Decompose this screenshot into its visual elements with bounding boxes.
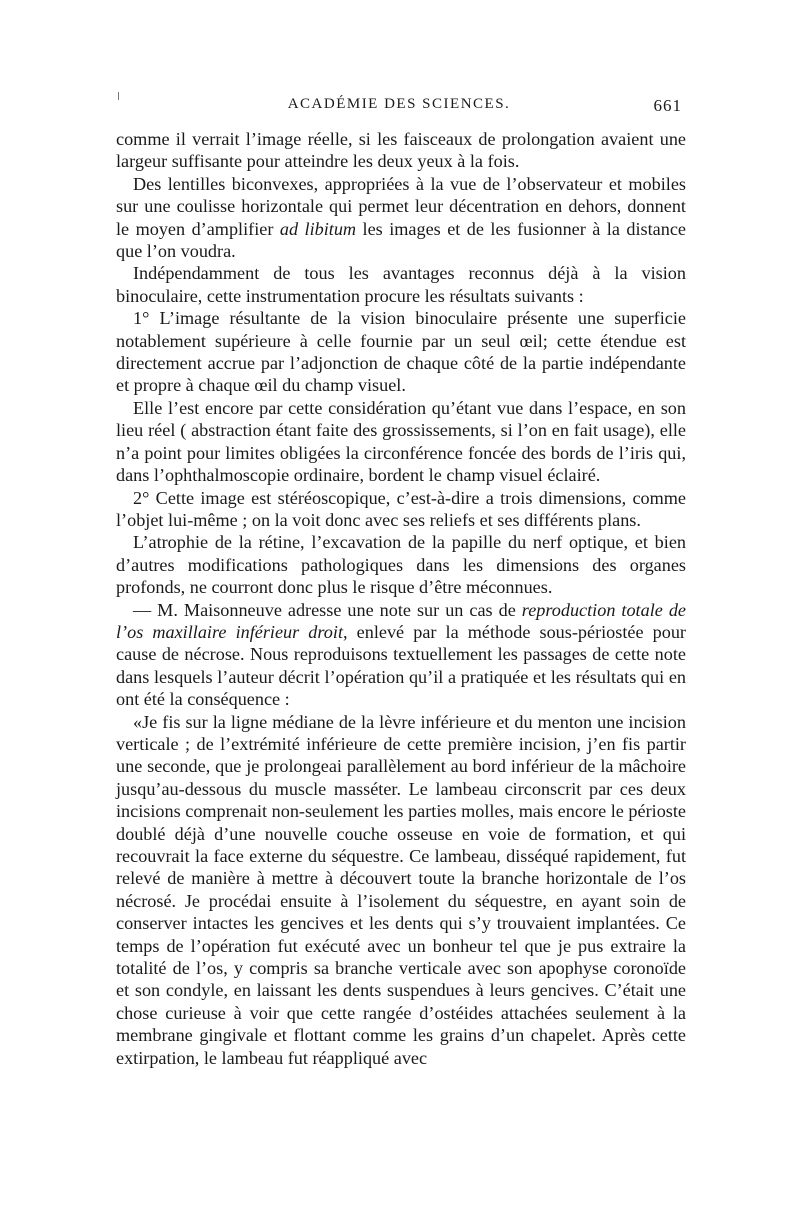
paragraph-6: 2° Cette image est stéréoscopique, c’est-à-dire a trois dimensions, comme l’objet lui-même ; on la voit donc avec ses reliefs et ses différents plans. [116, 487, 686, 530]
body-text [116, 128, 686, 1069]
paragraph-5: Elle l’est encore par cette considération qu’étant vue dans l’espace, en son lieu réel ( abstraction étant faite des grossissements, si l’on en fait usage), elle n’a point pour limites obligées la circonférence foncée des bords de l’iris qui, dans l’ophthalmoscopie ordinaire, bordent le champ visuel éclairé. [116, 397, 686, 486]
paragraph-7: L’atrophie de la rétine, l’excavation de la papille du nerf optique, et bien d’autres modifications pathologiques dans les dimensions des organes profonds, ne courront donc plus le risque d’être méconnues. [116, 532, 686, 598]
paragraph-9: «Je fis sur la ligne médiane de la lèvre inférieure et du menton une incision verticale ; de l’extrémité inférieure de cette première incision, j’en fis partir une seconde, que je prolongeai parallèlement au bord inférieur de la mâchoire jusqu’au-dessous du muscle masséter. Le lambeau circonscrit par ces deux incisions comprenait non-seulement les parties molles, mais encore le périoste doublé déjà d’une nouvelle couche osseuse en voie de formation, et qui recouvrait la face externe du séquestre. Ce lambeau, disséqué rapidement, fut relevé de manière à mettre à découvert toute la branche horizontale de l’os nécrosé. Je procédai ensuite à l’isolement du séquestre, en ayant soin de conserver intactes les gencives et les dents qui s’y trouvaient implantées. Ce temps de l’opération fut exécuté avec un bonheur tel que je pus extraire la totalité de l’os, y compris sa branche verticale avec son apophyse coronoïde et son condyle, en laissant les dents suspendues à leurs gencives. C’était une chose curieuse à voir que cette rangée d’ostéides attachées seulement à la membrane gingivale et flottant comme les grains d’un chapelet. Après cette extirpation, le lambeau fut réappliqué avec [116, 711, 686, 1068]
paragraph-2-end: les images et de les fusionner à la distance que l’on voudra. [116, 218, 686, 262]
paragraph-8-italic: reproduction totale de l’os maxillaire inférieur droit [116, 599, 686, 642]
page-number: 661 [653, 96, 682, 115]
paragraph-8-start: — M. Maisonneuve adresse une note sur un cas de [133, 599, 522, 620]
page-header [116, 96, 682, 120]
running-title: ACADÉMIE DES SCIENCES. [287, 96, 511, 112]
paragraph-3: Indépendamment de tous les avantages reconnus déjà à la vision binoculaire, cette instrumentation procure les résultats suivants : [116, 263, 686, 306]
paragraph-1: comme il verrait l’image réelle, si les faisceaux de prolongation avaient une largeur suffisante pour atteindre les deux yeux à la fois. [116, 129, 686, 172]
paragraph-8 [116, 599, 686, 711]
paragraph-2-italic: ad libitum [279, 218, 357, 239]
paragraph-2-start: Des lentilles biconvexes, appropriées à la vue de l’observateur et mobiles sur une coulisse horizontale qui permet leur décentration en dehors, donnent le moyen d’amplifier [116, 173, 686, 239]
paragraph-4: 1° L’image résultante de la vision binoculaire présente une superficie notablement supérieure à celle fournie par un seul œil; cette étendue est directement accrue par l’adjonction de chaque côté de la partie indépendante et propre à chaque œil du champ visuel. [116, 308, 686, 396]
paragraph-8-end: , enlevé par la méthode sous-périostée pour cause de nécrose. Nous reproduisons textuellement les passages de cette note dans lesquels l’auteur décrit l’opération qu’il a pratiquée et les résultats qui en ont été la conséquence : [116, 621, 686, 710]
paragraph-2 [116, 173, 686, 263]
